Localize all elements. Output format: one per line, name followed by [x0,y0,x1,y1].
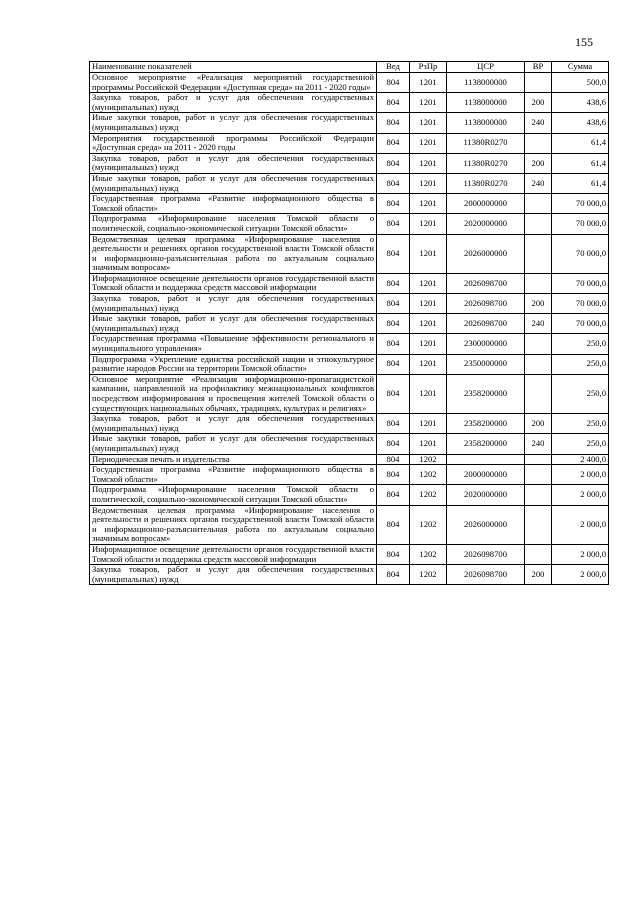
row-name: Государственная программа «Развитие информационного общества в Томской области» [90,194,377,214]
header-csr: ЦСР [447,62,525,73]
row-rzpr: 1201 [410,434,447,454]
row-vr [525,133,552,153]
row-name: Закупка товаров, работ и услуг для обеспечения государственных (муниципальных) нужд [90,294,377,314]
row-ved: 804 [377,465,410,485]
row-vr [525,194,552,214]
row-rzpr: 1202 [410,485,447,505]
table-row [90,314,609,334]
row-sum: 250,0 [552,354,609,374]
table-row [90,565,609,585]
row-sum: 2 000,0 [552,505,609,544]
row-csr: 2026098700 [447,273,525,293]
table-row [90,434,609,454]
row-ved: 804 [377,544,410,564]
row-sum: 2 400,0 [552,454,609,465]
row-sum: 61,4 [552,153,609,173]
row-name: Подпрограмма «Информирование населения Томской области о политической, социально-экономической ситуации Томской области» [90,485,377,505]
row-csr: 11380R0270 [447,153,525,173]
row-ved: 804 [377,505,410,544]
row-name: Иные закупки товаров, работ и услуг для обеспечения государственных (муниципальных) нужд [90,113,377,133]
row-csr: 2000000000 [447,465,525,485]
row-vr [525,454,552,465]
header-name: Наименование показателей [90,62,377,73]
row-name: Закупка товаров, работ и услуг для обеспечения государственных (муниципальных) нужд [90,93,377,113]
row-vr: 240 [525,434,552,454]
row-ved: 804 [377,294,410,314]
table-row [90,374,609,413]
row-sum: 70 000,0 [552,214,609,234]
row-name: Иные закупки товаров, работ и услуг для обеспечения государственных (муниципальных) нужд [90,173,377,193]
row-name: Основное мероприятие «Реализация информационно-пропагандистской кампании, направленной на профилактику межнациональных конфликтов посредством информирования и просвещения жителей Томской области о существующих национальных обычаях, традициях, культурах и религиях» [90,374,377,413]
table-row [90,414,609,434]
row-csr: 2358200000 [447,374,525,413]
table-row [90,153,609,173]
row-vr: 240 [525,314,552,334]
table-row [90,234,609,273]
row-rzpr: 1201 [410,173,447,193]
row-name: Мероприятия государственной программы Российской Федерации «Доступная среда» на 2011 - 2020 годы [90,133,377,153]
table-row [90,73,609,93]
row-name: Государственная программа «Развитие информационного общества в Томской области» [90,465,377,485]
budget-table [89,61,609,585]
row-vr [525,73,552,93]
row-sum: 500,0 [552,73,609,93]
row-rzpr: 1201 [410,234,447,273]
row-rzpr: 1201 [410,214,447,234]
row-sum: 61,4 [552,133,609,153]
row-sum: 70 000,0 [552,273,609,293]
row-vr [525,485,552,505]
row-vr [525,334,552,354]
row-ved: 804 [377,194,410,214]
row-rzpr: 1201 [410,314,447,334]
row-vr [525,273,552,293]
row-sum: 2 000,0 [552,565,609,585]
row-ved: 804 [377,173,410,193]
row-name: Информационное освещение деятельности органов государственной власти Томской области и поддержка средств массовой информации [90,273,377,293]
row-csr: 11380R0270 [447,173,525,193]
row-rzpr: 1202 [410,465,447,485]
row-vr: 240 [525,173,552,193]
row-rzpr: 1202 [410,565,447,585]
row-sum: 70 000,0 [552,294,609,314]
row-csr: 2026098700 [447,314,525,334]
row-rzpr: 1201 [410,113,447,133]
row-csr: 2000000000 [447,194,525,214]
row-rzpr: 1202 [410,544,447,564]
table-row [90,454,609,465]
row-sum: 70 000,0 [552,194,609,214]
row-ved: 804 [377,314,410,334]
row-csr: 11380R0270 [447,133,525,153]
row-csr: 2358200000 [447,434,525,454]
table-row [90,173,609,193]
row-name: Закупка товаров, работ и услуг для обеспечения государственных (муниципальных) нужд [90,153,377,173]
row-name: Информационное освещение деятельности органов государственной власти Томской области и поддержка средств массовой информации [90,544,377,564]
row-ved: 804 [377,434,410,454]
row-csr: 1138000000 [447,113,525,133]
row-vr [525,234,552,273]
row-ved: 804 [377,133,410,153]
row-csr: 1138000000 [447,93,525,113]
row-ved: 804 [377,334,410,354]
row-rzpr: 1201 [410,273,447,293]
row-ved: 804 [377,234,410,273]
row-ved: 804 [377,273,410,293]
row-ved: 804 [377,565,410,585]
table-row [90,354,609,374]
row-vr [525,544,552,564]
row-name: Закупка товаров, работ и услуг для обеспечения государственных (муниципальных) нужд [90,565,377,585]
row-ved: 804 [377,354,410,374]
row-vr: 200 [525,93,552,113]
row-rzpr: 1201 [410,93,447,113]
row-csr: 2026098700 [447,565,525,585]
row-ved: 804 [377,485,410,505]
row-sum: 250,0 [552,334,609,354]
table-row [90,544,609,564]
row-ved: 804 [377,414,410,434]
row-vr: 200 [525,565,552,585]
row-ved: 804 [377,113,410,133]
row-csr: 2026000000 [447,234,525,273]
header-sum: Сумма [552,62,609,73]
row-ved: 804 [377,214,410,234]
row-csr: 1138000000 [447,73,525,93]
row-rzpr: 1201 [410,334,447,354]
row-name: Ведомственная целевая программа «Информирование населения о деятельности и решениях органов государственной власти Томской области и информационно-разъяснительная работа по актуальным социально значимым вопросам» [90,505,377,544]
table-row [90,505,609,544]
row-name: Иные закупки товаров, работ и услуг для обеспечения государственных (муниципальных) нужд [90,434,377,454]
row-ved: 804 [377,93,410,113]
table-header-row [90,62,609,73]
row-name: Подпрограмма «Информирование населения Томской области о политической, социально-экономической ситуации Томской области» [90,214,377,234]
page-number: 155 [575,35,593,49]
row-name: Периодическая печать и издательства [90,454,377,465]
table-row [90,93,609,113]
row-rzpr: 1201 [410,73,447,93]
row-name: Закупка товаров, работ и услуг для обеспечения государственных (муниципальных) нужд [90,414,377,434]
row-sum: 70 000,0 [552,234,609,273]
row-csr: 2026098700 [447,544,525,564]
row-vr [525,354,552,374]
row-sum: 2 000,0 [552,485,609,505]
row-name: Государственная программа «Повышение эффективности регионального и муниципального управления» [90,334,377,354]
row-vr [525,374,552,413]
row-sum: 250,0 [552,374,609,413]
row-rzpr: 1201 [410,194,447,214]
row-vr [525,214,552,234]
row-rzpr: 1202 [410,505,447,544]
table-row [90,133,609,153]
row-csr [447,454,525,465]
row-sum: 250,0 [552,434,609,454]
table-row [90,465,609,485]
row-csr: 2026000000 [447,505,525,544]
row-sum: 61,4 [552,173,609,193]
row-name: Иные закупки товаров, работ и услуг для обеспечения государственных (муниципальных) нужд [90,314,377,334]
table-row [90,194,609,214]
row-ved: 804 [377,153,410,173]
row-csr: 2300000000 [447,334,525,354]
row-rzpr: 1201 [410,153,447,173]
header-rzpr: РзПр [410,62,447,73]
table-body [90,73,609,585]
row-rzpr: 1201 [410,294,447,314]
table-row [90,273,609,293]
row-sum: 2 000,0 [552,465,609,485]
row-sum: 438,6 [552,93,609,113]
row-name: Основное мероприятие «Реализация мероприятий государственной программы Российской Федерации «Доступная среда» на 2011 - 2020 годы» [90,73,377,93]
row-csr: 2026098700 [447,294,525,314]
header-vr: ВР [525,62,552,73]
row-vr: 200 [525,294,552,314]
row-sum: 70 000,0 [552,314,609,334]
table-row [90,113,609,133]
row-name: Ведомственная целевая программа «Информирование населения о деятельности и решениях органов государственной власти Томской области и информационно-разъяснительная работа по актуальным социально значимым вопросам» [90,234,377,273]
row-csr: 2020000000 [447,214,525,234]
table-row [90,334,609,354]
row-sum: 2 000,0 [552,544,609,564]
row-csr: 2358200000 [447,414,525,434]
row-rzpr: 1201 [410,414,447,434]
row-vr: 200 [525,414,552,434]
row-name: Подпрограмма «Укрепление единства российской нации и этнокультурное развитие народов России на территории Томской области» [90,354,377,374]
row-rzpr: 1201 [410,354,447,374]
row-vr [525,465,552,485]
row-rzpr: 1201 [410,133,447,153]
table-row [90,294,609,314]
row-rzpr: 1201 [410,374,447,413]
row-csr: 2350000000 [447,354,525,374]
header-ved: Вед [377,62,410,73]
row-rzpr: 1202 [410,454,447,465]
row-vr: 240 [525,113,552,133]
row-ved: 804 [377,374,410,413]
row-sum: 250,0 [552,414,609,434]
row-ved: 804 [377,73,410,93]
table-row [90,485,609,505]
row-sum: 438,6 [552,113,609,133]
row-vr [525,505,552,544]
row-ved: 804 [377,454,410,465]
row-csr: 2020000000 [447,485,525,505]
table-row [90,214,609,234]
row-vr: 200 [525,153,552,173]
